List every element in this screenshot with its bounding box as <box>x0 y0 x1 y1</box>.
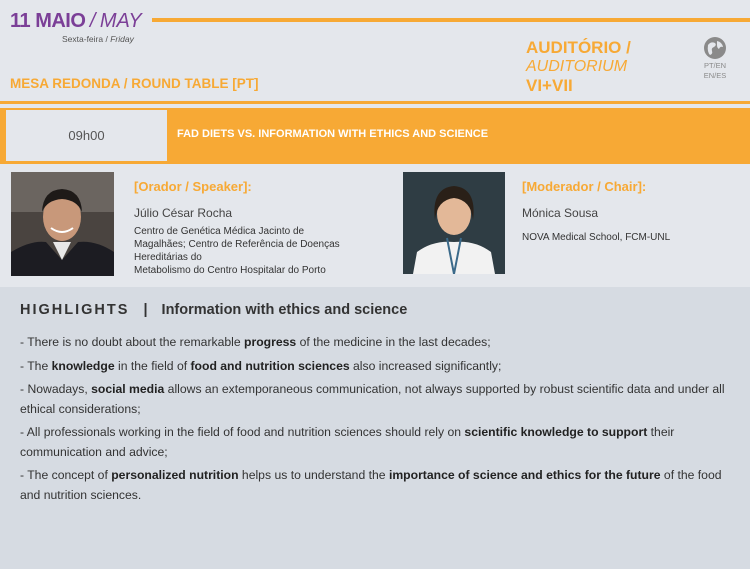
session-time: 09h00 <box>6 110 167 161</box>
date-day: 11 MAIO <box>10 10 86 32</box>
date-weekday: Sexta-feira / Friday <box>62 34 134 44</box>
highlight-text: in the field of <box>114 358 191 373</box>
highlight-bullet <box>20 357 735 377</box>
highlight-bullet <box>20 333 735 353</box>
highlight-text: of the food and nutrition sciences. <box>20 468 722 502</box>
top-divider <box>152 18 750 22</box>
highlight-bullet <box>20 380 735 419</box>
highlight-text: also increased significantly; <box>349 358 502 373</box>
date-slash: / <box>89 10 96 32</box>
moderator-heading: [Moderador / Chair]: <box>522 179 647 194</box>
language-line1: PT/EN <box>703 61 727 70</box>
language-line2: EN/ES <box>703 71 727 80</box>
speaker-affiliation-line: Metabolismo do Centro Hospitalar do Porto <box>134 265 326 276</box>
highlight-text: - All professionals working in the field of food and nutrition sciences should rely on <box>20 425 465 439</box>
speaker-affiliation-line: Centro de Genética Médica Jacinto de <box>134 226 305 237</box>
highlight-emphasis: personalized nutrition <box>111 468 239 482</box>
moderator-photo <box>403 172 505 274</box>
highlight-emphasis: progress <box>244 335 297 349</box>
highlights-title: Information with ethics and science <box>161 302 408 318</box>
highlight-bullet <box>20 423 735 462</box>
highlight-text: - The <box>20 358 52 373</box>
date-month-en: MAY <box>99 10 142 32</box>
highlight-emphasis: social media <box>91 382 165 396</box>
speaker-affiliation-line: Hereditárias do <box>134 252 202 263</box>
weekday-en: Friday <box>110 34 134 44</box>
language-badge <box>700 36 730 80</box>
room-label <box>526 38 631 95</box>
room-line1: AUDITÓRIO / <box>526 38 631 57</box>
highlight-emphasis: scientific knowledge to support <box>464 425 648 439</box>
event-date <box>10 10 142 44</box>
highlight-emphasis: importance of science and ethics for the future <box>388 468 661 482</box>
weekday-pt: Sexta-feira <box>62 34 104 44</box>
highlights-heading <box>20 302 407 318</box>
session-type: MESA REDONDA / ROUND TABLE [PT] <box>10 76 259 91</box>
speaker-name: Júlio César Rocha <box>134 206 233 220</box>
moderator-affiliation: NOVA Medical School, FCM-UNL <box>522 232 671 243</box>
highlight-emphasis: knowledge <box>51 358 115 373</box>
highlight-text: allows an extemporaneous communication, not always supported by robust scientific data and under all ethical considerations; <box>20 382 725 416</box>
highlight-text: helps us to understand the <box>238 468 389 482</box>
highlight-text: - There is no doubt about the remarkable <box>20 335 245 349</box>
speaker-affiliation <box>134 225 374 277</box>
highlight-bullet <box>20 466 735 505</box>
highlights-label: HIGHLIGHTS <box>20 302 130 318</box>
highlight-text: of the medicine in the last decades; <box>296 335 491 349</box>
globe-icon <box>703 36 727 60</box>
highlight-text: - Nowadays, <box>20 382 92 396</box>
highlights-list <box>20 333 735 509</box>
speaker-heading: [Orador / Speaker]: <box>134 179 252 194</box>
session-title: FAD DIETS VS. INFORMATION WITH ETHICS AND SCIENCE <box>177 128 489 140</box>
highlight-emphasis: food and nutrition sciences <box>190 358 350 373</box>
room-line3: VI+VII <box>526 76 573 95</box>
session-divider <box>0 101 750 104</box>
moderator-name: Mónica Sousa <box>522 206 599 220</box>
highlight-text: their communication and advice; <box>20 425 675 459</box>
speaker-affiliation-line: Magalhães; Centro de Referência de Doenças <box>134 239 340 250</box>
speaker-photo <box>11 172 114 276</box>
room-line2: AUDITORIUM <box>526 58 628 75</box>
highlights-separator: | <box>143 302 148 318</box>
highlight-text: - The concept of <box>20 468 112 482</box>
